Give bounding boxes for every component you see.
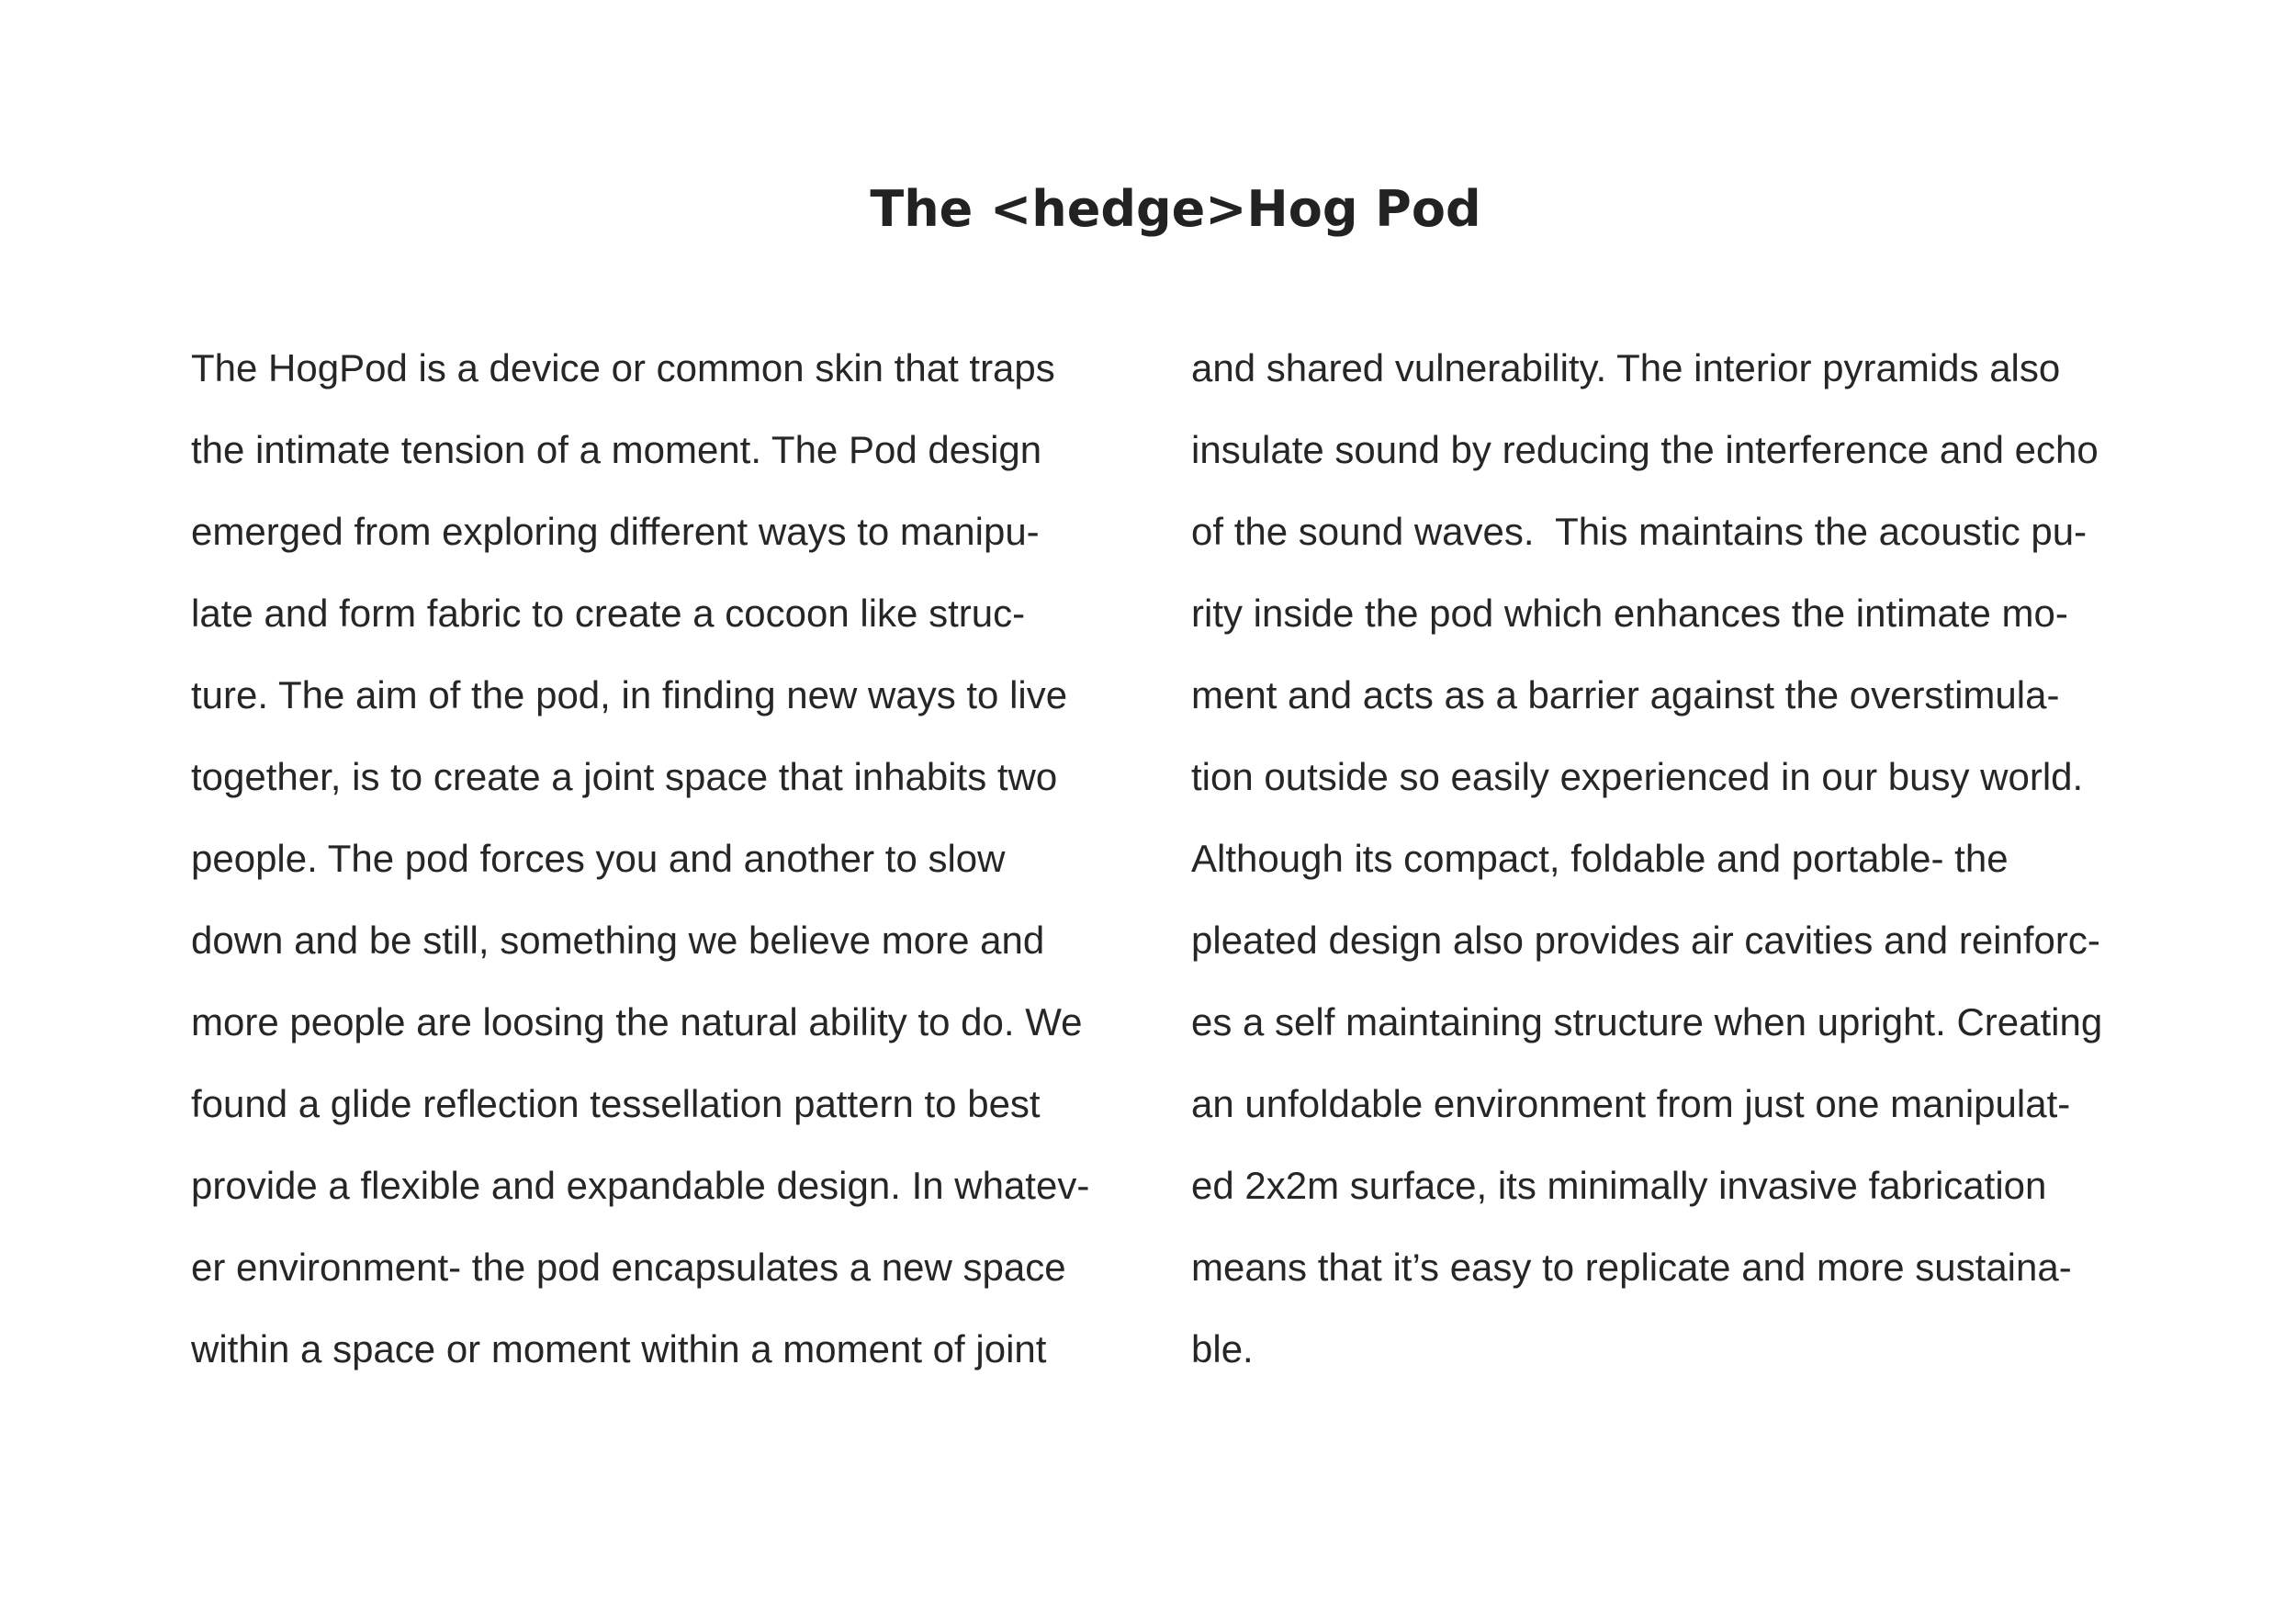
text-line: the intimate tension of a moment. The Pod design: [191, 428, 1042, 471]
text-line: ed 2x2m surface, its minimally invasive fabrication: [1191, 1164, 2047, 1207]
text-line: of the sound waves. This maintains the acoustic pu-: [1191, 510, 2088, 553]
text-line: es a self maintaining structure when upright. Creating: [1191, 1000, 2103, 1043]
text-line: found a glide reflection tessellation pattern to best: [191, 1082, 1041, 1125]
text-line: together, is to create a joint space that inhabits two: [191, 755, 1058, 798]
text-line: rity inside the pod which enhances the intimate mo-: [1191, 592, 2068, 635]
text-line: within a space or moment within a moment of joint: [191, 1327, 1047, 1370]
text-line: er environment- the pod encapsulates a new space: [191, 1246, 1066, 1289]
text-line: emerged from exploring different ways to manipu-: [191, 510, 1040, 553]
text-line: ble.: [1191, 1327, 1254, 1370]
text-line: tion outside so easily experienced in our busy world.: [1191, 755, 2084, 798]
text-line: provide a flexible and expandable design. In whatev-: [191, 1164, 1090, 1207]
text-line: an unfoldable environment from just one manipulat-: [1191, 1082, 2071, 1125]
text-line: insulate sound by reducing the interference and echo: [1191, 428, 2099, 471]
text-line: ment and acts as a barrier against the overstimula-: [1191, 673, 2060, 716]
text-line: pleated design also provides air cavities and reinforc-: [1191, 919, 2100, 962]
text-column-left: [191, 327, 1146, 1390]
text-line: more people are loosing the natural ability to do. We: [191, 1000, 1083, 1043]
text-line: The HogPod is a device or common skin that traps: [191, 346, 1055, 389]
text-line: means that it’s easy to replicate and more sustaina-: [1191, 1246, 2072, 1289]
text-line: down and be still, something we believe more and: [191, 919, 1045, 962]
text-line: Although its compact, foldable and portable- the: [1191, 837, 2009, 880]
text-line: and shared vulnerability. The interior pyramids also: [1191, 346, 2061, 389]
page-title: The <hedge>Hog Pod: [870, 180, 1481, 238]
text-column-right: [1191, 327, 2183, 1390]
text-line: ture. The aim of the pod, in finding new ways to live: [191, 673, 1068, 716]
text-line: late and form fabric to create a cocoon like struc-: [191, 592, 1026, 635]
text-line: people. The pod forces you and another to slow: [191, 837, 1006, 880]
